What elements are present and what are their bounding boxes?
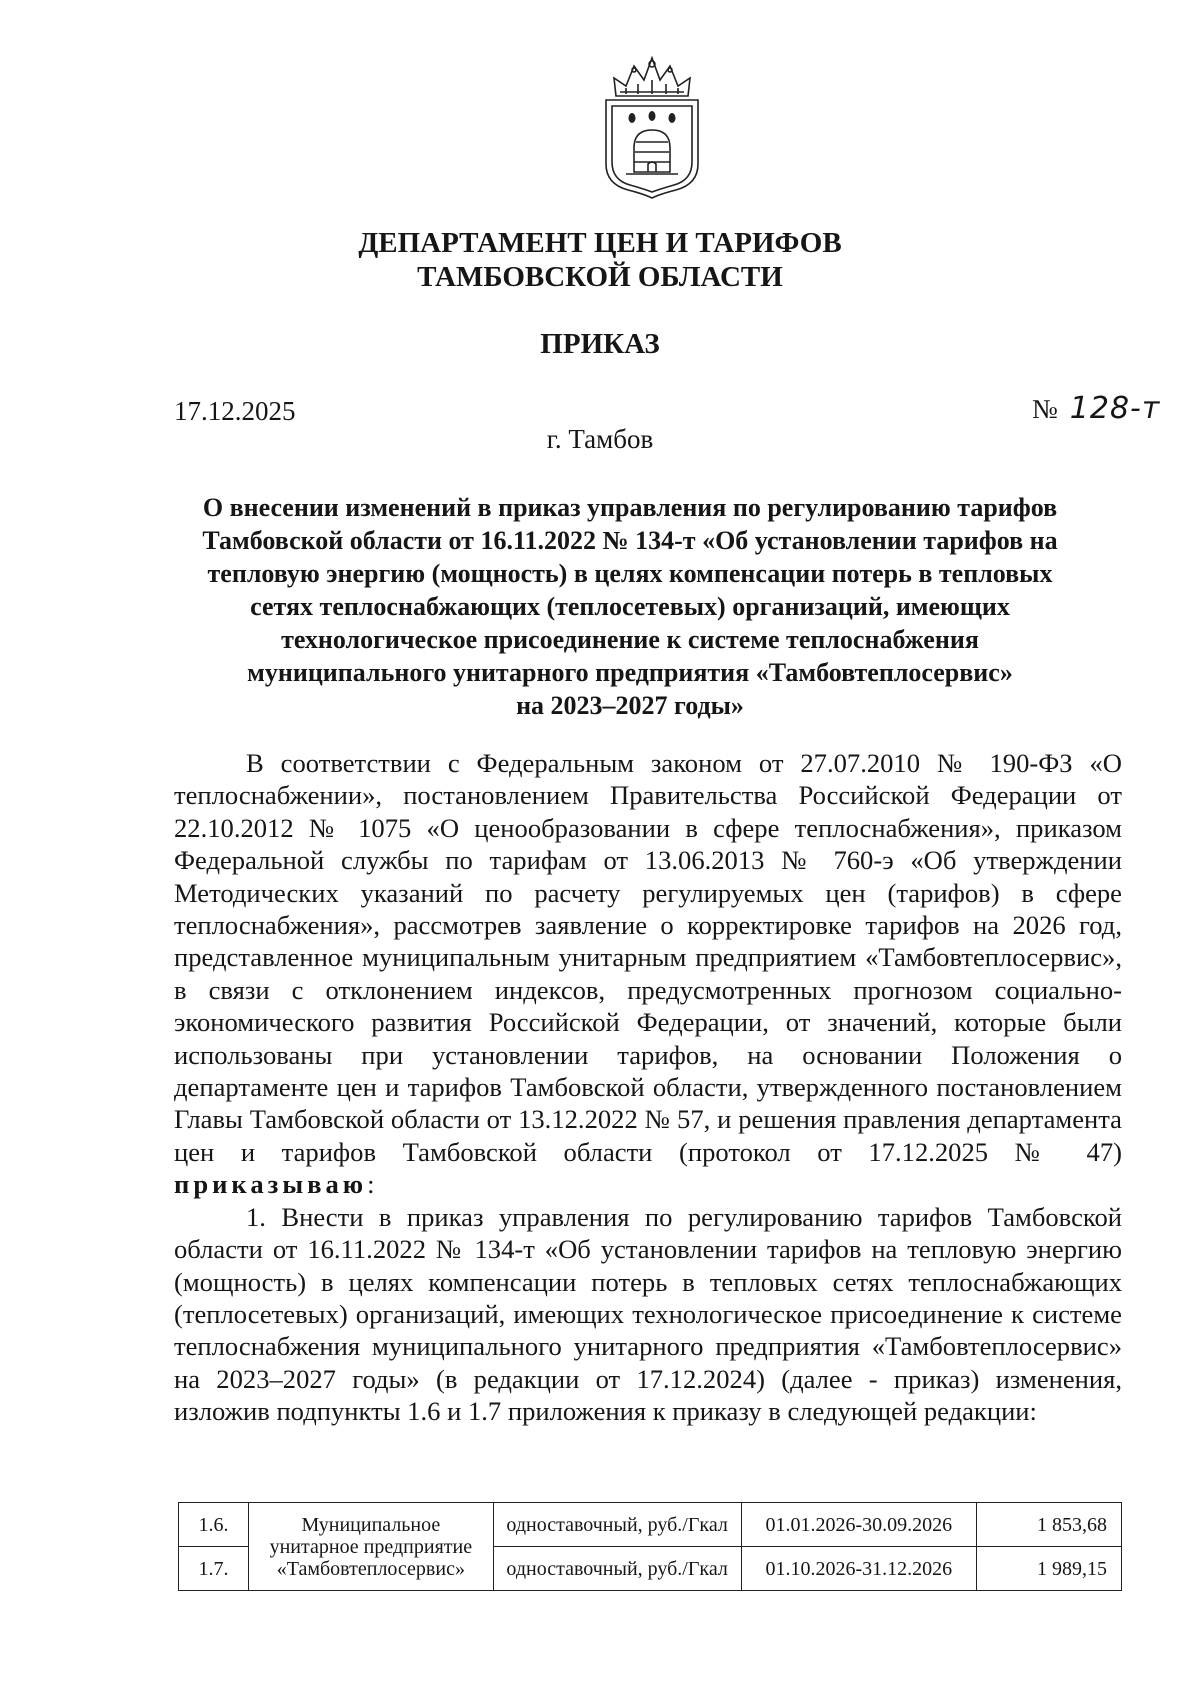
row-number-cell: 1.6. xyxy=(179,1503,249,1547)
organization-line: Муниципальное xyxy=(301,1513,441,1536)
title-line: Тамбовской области от 16.11.2022 № 134-т «Об установлении тарифов на xyxy=(202,526,1058,555)
preamble-colon: : xyxy=(367,1169,375,1200)
title-line: сетях теплоснабжающих (теплосетевых) организаций, имеющих xyxy=(250,592,1010,621)
document-number xyxy=(1032,392,1160,426)
clause-1-paragraph: 1. Внести в приказ управления по регулированию тарифов Тамбовской области от 16.11.2022 № 134-т «Об установлении тарифов на тепловую энергию (мощность) в целях компенсации потерь в тепловых сетях теплоснабжающих (теплосетевых) организаций, имеющих технологическое присоединение к системе теплоснабжения муниципального унитарного предприятия «Тамбовтеплосервис» на 2023–2027 годы» (в редакции от 17.12.2024) (далее - приказ) изменения, изложив подпункты 1.6 и 1.7 приложения к приказу в следующей редакции: xyxy=(174,1201,1122,1427)
row-number-cell: 1.7. xyxy=(179,1547,249,1591)
document-type-heading: ПРИКАЗ xyxy=(540,328,660,360)
table-row xyxy=(179,1503,1122,1547)
department-name-line-1: ДЕПАРТАМЕНТ ЦЕН И ТАРИФОВ xyxy=(358,227,842,259)
organization-line: унитарное предприятие xyxy=(269,1535,473,1558)
city: г. Тамбов xyxy=(546,424,654,454)
period-cell: 01.01.2026-30.09.2026 xyxy=(741,1503,977,1547)
title-line: на 2023–2027 годы» xyxy=(516,691,744,720)
tambov-coat-of-arms-emblem xyxy=(596,52,708,202)
preamble-text: В соответствии с Федеральным законом от 27.07.2010 № 190-ФЗ «О теплоснабжении», постановлением Правительства Российской Федерации от 22.10.2012 № 1075 «О ценообразовании в сфере теплоснабжения», приказом Федеральной службы по тарифам от 13.06.2013 № 760-э «Об утверждении Методических указаний по расчету регулируемых цен (тарифов) в сфере теплоснабжения», рассмотрев заявление о корректировке тарифов на 2026 год, представленное муниципальным унитарным предприятием «Тамбовтеплосервис», в связи с отклонением индексов, предусмотренных прогнозом социально-экономического развития Российской Федерации, от значений, которые были использованы при установлении тарифов, на основании Положения о департаменте цен и тарифов Тамбовской области, утвержденного постановлением Главы Тамбовской области от 13.12.2022 № 57, и решения правления департамента цен и тарифов Тамбовской области (протокол от 17.12.2025 № 47) xyxy=(174,748,1122,1167)
handwritten-number: 128-т xyxy=(1069,391,1161,426)
department-name-line-2: ТАМБОВСКОЙ ОБЛАСТИ xyxy=(417,261,783,293)
period-cell: 01.10.2026-31.12.2026 xyxy=(741,1547,977,1591)
document-body xyxy=(174,747,1122,1428)
organization-cell xyxy=(248,1503,493,1591)
tariff-value-cell: 1 853,68 xyxy=(977,1503,1122,1547)
title-line: тепловую энергию (мощность) в целях компенсации потерь в тепловых xyxy=(207,559,1053,588)
number-sign: № xyxy=(1032,394,1058,424)
document-date: 17.12.2025 xyxy=(174,396,296,426)
preamble-paragraph xyxy=(174,747,1122,1201)
document-title xyxy=(180,491,1080,722)
tariff-table xyxy=(178,1502,1122,1591)
tariff-value-cell: 1 989,15 xyxy=(977,1547,1122,1591)
title-line: муниципального унитарного предприятия «Тамбовтеплосервис» xyxy=(247,658,1013,687)
order-keyword: приказываю xyxy=(174,1169,368,1200)
title-line: технологическое присоединение к системе теплоснабжения xyxy=(281,625,979,654)
title-line: О внесении изменений в приказ управления по регулированию тарифов xyxy=(202,493,1058,522)
organization-line: «Тамбовтеплосервис» xyxy=(276,1557,465,1580)
rate-type-cell: одноставочный, руб./Гкал xyxy=(493,1547,741,1591)
rate-type-cell: одноставочный, руб./Гкал xyxy=(493,1503,741,1547)
